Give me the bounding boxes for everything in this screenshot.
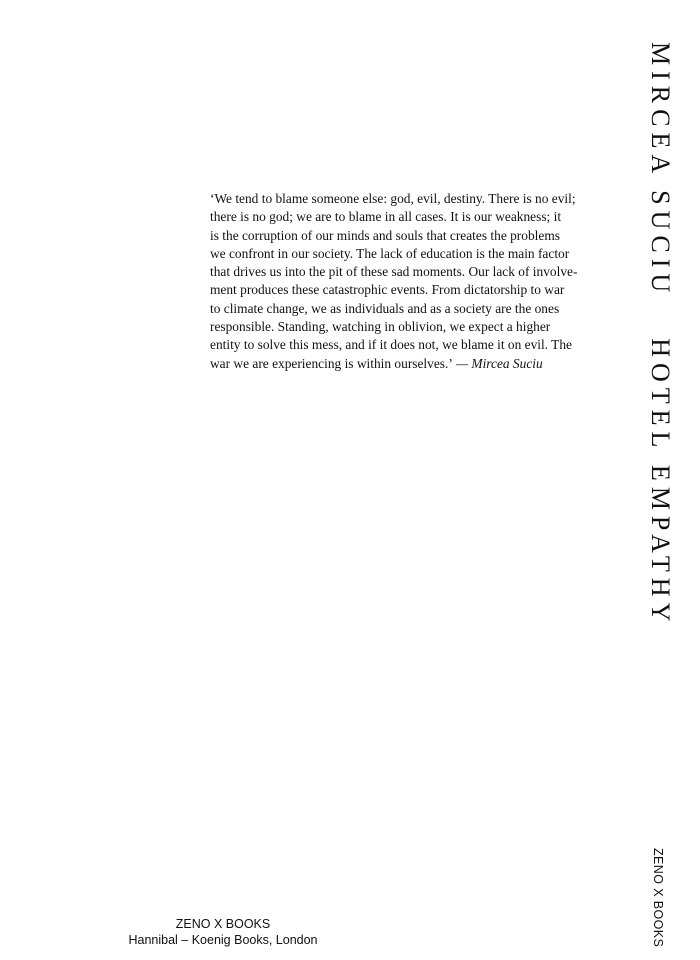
spine-author: MIRCEA SUCIU [646,42,675,299]
quote-line: is the corruption of our minds and souls that creates the problems [210,227,560,243]
spine-publisher: ZENO X BOOKS [651,848,665,948]
quote-line: responsible. Standing, watching in oblivion, we expect a higher [210,319,551,335]
quote-attribution: — Mircea Suciu [452,355,543,371]
imprint [98,916,348,948]
quote-last-line [210,355,543,373]
quote-line-text: war we are experiencing is within ourselves.’ [210,355,453,371]
imprint-publisher: ZENO X BOOKS [175,917,271,931]
spine-title [647,42,673,627]
quote-line: there is no god; we are to blame in all cases. It is our weakness; it [210,209,562,225]
quote-block [210,190,578,373]
quote-line: that drives us into the pit of these sad moments. Our lack of involve- [210,264,578,280]
quote-line: to climate change, we as individuals and as a society are the ones [210,300,560,316]
quote-line: we confront in our society. The lack of education is the main factor [210,245,570,261]
quote-line: ment produces these catastrophic events. From dictatorship to war [210,282,565,298]
imprint-copublisher: Hannibal – Koenig Books, London [128,933,318,947]
spine-book-title: HOTEL EMPATHY [646,338,675,628]
quote-line: entity to solve this mess, and if it does not, we blame it on evil. The [210,337,572,353]
quote-line: ‘We tend to blame someone else: god, evil, destiny. There is no evil; [210,191,576,206]
